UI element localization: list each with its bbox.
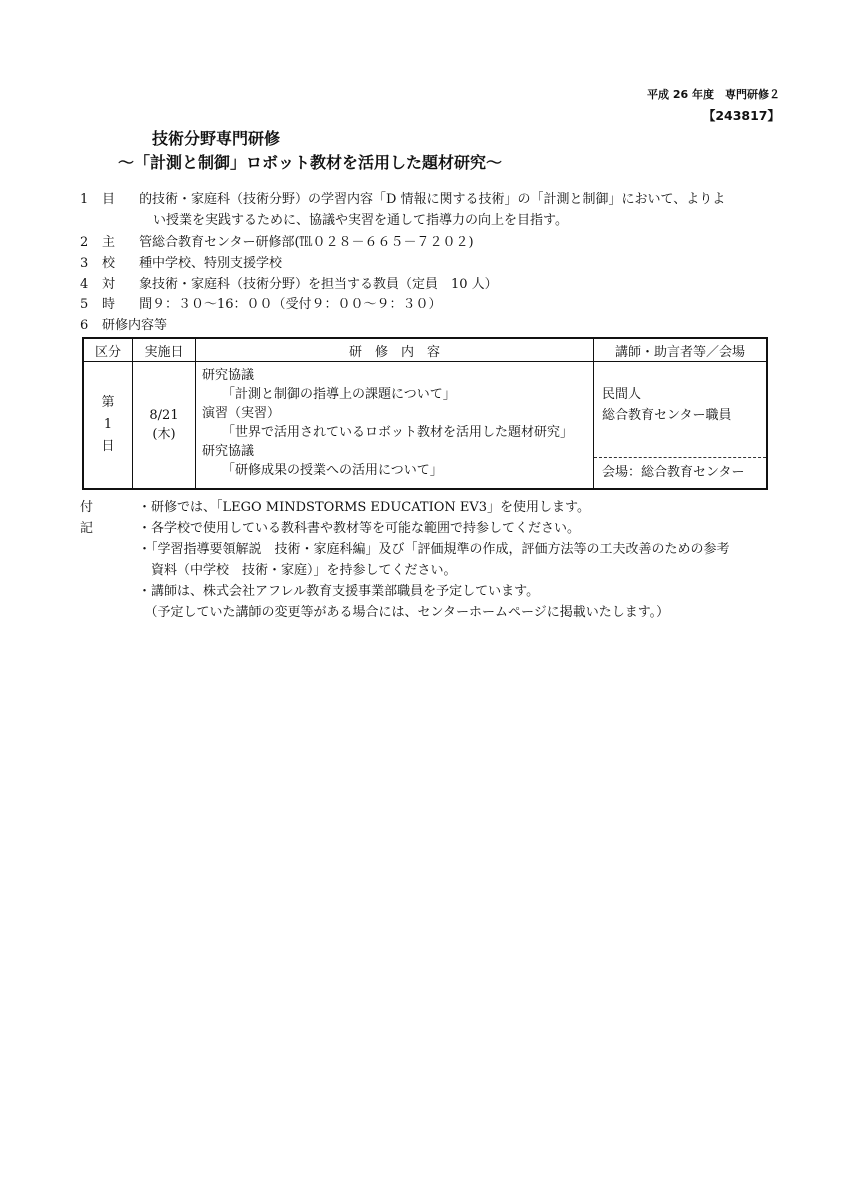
page-title: 技術分野専門研修 xyxy=(152,129,281,148)
content-line: 研究協議 xyxy=(202,444,255,459)
item-label: 校 種 xyxy=(102,256,163,271)
lecturer-name: 総合教育センター職員 xyxy=(602,408,732,423)
header-kubun: 区分 xyxy=(83,338,133,362)
table-header-row xyxy=(83,338,767,362)
header-lecturer: 講師・助言者等／会場 xyxy=(594,338,768,362)
item-number: 2 xyxy=(80,235,89,250)
lecturer-cell xyxy=(594,362,768,490)
content-line: 「計測と制御の指導上の課題について」 xyxy=(222,387,456,402)
item-purpose-continued: い授業を実践するために、協議や実習を通して指導力の向上を目指す。 xyxy=(153,213,568,228)
content-line: 「研修成果の授業への活用について」 xyxy=(222,463,443,478)
schedule-table xyxy=(82,337,768,490)
item-organizer xyxy=(80,234,780,252)
item-number: 1 xyxy=(80,192,89,207)
item-training-content xyxy=(80,317,780,335)
item-label: 時 間 xyxy=(102,297,163,312)
header-content: 研 修 内 容 xyxy=(196,338,594,362)
item-number: 3 xyxy=(80,256,89,271)
content-line: 演習（実習） xyxy=(202,406,281,421)
item-text: 技術・家庭科（技術分野）の学習内容「D 情報に関する技術」の「計測と制御」において、よりよ xyxy=(152,192,726,207)
header-date: 実施日 xyxy=(133,338,196,362)
item-number: 5 xyxy=(80,297,89,312)
venue: 会場：総合教育センター xyxy=(602,465,745,480)
item-purpose xyxy=(80,191,780,209)
note-line: （予定していた講師の変更等がある場合には、センターホームページに掲載いたします。） xyxy=(138,605,670,620)
item-target xyxy=(80,276,780,294)
item-school-type xyxy=(80,255,780,273)
note-line: ・講師は、株式会社アフレル教育支援事業部職員を予定しています。 xyxy=(138,584,540,599)
table-row xyxy=(83,362,767,490)
item-label: 目 的 xyxy=(102,192,163,207)
item-text: ９：３０～16：００（受付９：００～９：３０） xyxy=(152,297,442,312)
note-line: ・「学習指導要領解説 技術・家庭科編」及び「評価規準の作成，評価方法等の工夫改善のための参考 xyxy=(138,542,730,557)
date-cell xyxy=(133,362,196,490)
course-code: 【243817】 xyxy=(702,108,780,123)
content-cell xyxy=(196,362,594,490)
note-line: ・各学校で使用している教科書や教材等を可能な範囲で持参してください。 xyxy=(138,521,581,536)
item-text: 総合教育センター研修部(℡０２８－６６５－７２０２) xyxy=(152,235,474,250)
day-char: 日 xyxy=(101,439,115,454)
document-year-course: 平成 26 年度 専門研修２ xyxy=(647,88,780,101)
item-text: 中学校、特別支援学校 xyxy=(152,256,283,271)
weekday-value: (木) xyxy=(152,427,176,442)
item-label: 主 管 xyxy=(102,235,163,250)
note-line: 資料（中学校 技術・家庭）」を持参してください。 xyxy=(138,563,457,578)
item-text: 技術・家庭科（技術分野）を担当する教員（定員 10 人） xyxy=(152,277,498,292)
day-char: 第 xyxy=(101,395,115,410)
lecturer-list xyxy=(594,362,766,458)
item-number: 4 xyxy=(80,277,89,292)
notes-label: 付 記 xyxy=(80,500,104,536)
item-label: 研修内容等 xyxy=(102,318,168,333)
date-value: 8/21 xyxy=(149,408,179,423)
page-subtitle: ～「計測と制御」ロボット教材を活用した題材研究～ xyxy=(118,153,503,172)
item-time xyxy=(80,296,780,314)
content-line: 研究協議 xyxy=(202,368,255,383)
item-number: 6 xyxy=(80,318,89,333)
day-char: 1 xyxy=(103,417,113,432)
lecturer-name: 民間人 xyxy=(602,387,642,402)
day-cell xyxy=(83,362,133,490)
item-label: 対 象 xyxy=(102,277,163,292)
content-line: 「世界で活用されているロボット教材を活用した題材研究」 xyxy=(222,425,574,440)
note-line: ・研修では、「LEGO MINDSTORMS EDUCATION EV3」を使用します。 xyxy=(138,500,590,515)
